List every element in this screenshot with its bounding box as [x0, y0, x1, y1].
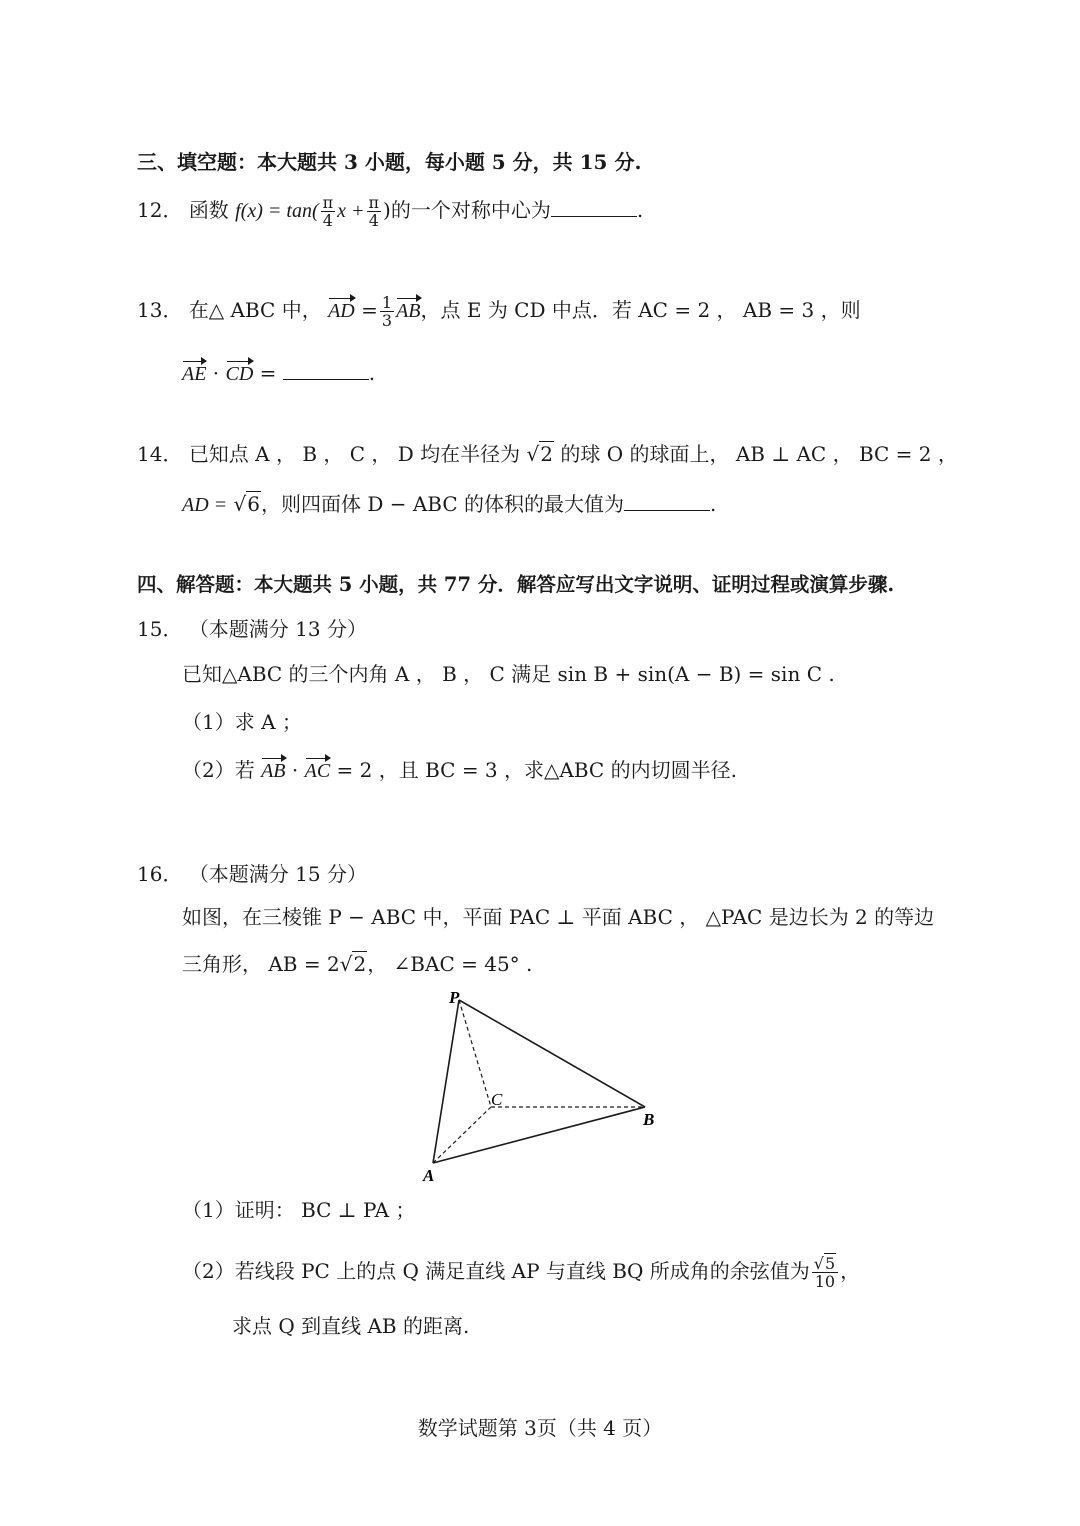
q16-sqrt-2: √2: [339, 952, 367, 976]
q13-vec-ab: AB: [396, 297, 420, 325]
q16-stem2-b: ， ∠BAC = 45° .: [367, 952, 533, 976]
q16-number: 16．: [137, 862, 183, 886]
page-footer: 数学试题第 3页（共 4 页）: [417, 1416, 663, 1440]
label-A: A: [423, 1166, 435, 1185]
tetrahedron-figure: [415, 985, 675, 1185]
edge-PB: [459, 1000, 645, 1107]
q16-stem2-a: 三角形， AB = 2: [182, 952, 340, 976]
q15-vec-ab: AB: [261, 757, 285, 785]
q13-answer-blank[interactable]: [283, 357, 369, 380]
q13-frac: $\frac{1}{3}$: [381, 293, 393, 330]
q16-part-2: [182, 1255, 860, 1290]
label-B: B: [643, 1110, 655, 1129]
q14-number: 14．: [137, 442, 183, 466]
edge-PA: [433, 1000, 459, 1163]
q12-close: ): [383, 198, 391, 222]
q14-text-b: 的球 O 的球面上， AB ⊥ AC ， BC = 2 ，: [560, 442, 958, 466]
q15-part2-a: （2）若: [182, 758, 255, 782]
edge-AB: [433, 1107, 645, 1163]
q16-frac-sqrt5-10: $\frac{√5}{10}$: [812, 1255, 838, 1290]
q13-end: .: [368, 361, 376, 385]
q13-vec-cd: CD: [226, 360, 254, 388]
q15-vec-ac: AC: [305, 757, 331, 785]
q14-sqrt-6: √6: [233, 492, 260, 516]
question-13: [137, 294, 861, 329]
q13-text-b: ，点 E 为 CD 中点．若 AC = 2 ， AB = 3 ，则: [420, 298, 861, 322]
q12-func: f(x) = tan(: [235, 200, 319, 222]
q14-text-c: ，则四面体 D − ABC 的体积的最大值为: [261, 492, 625, 516]
q12-text-a: 函数: [188, 198, 229, 222]
q13-text-a: 在△ ABC 中，: [188, 298, 322, 322]
q13-eq: =: [361, 298, 378, 322]
q13-number: 13．: [137, 298, 183, 322]
q14-end: .: [710, 492, 717, 516]
q12-answer-blank[interactable]: [551, 194, 637, 217]
question-14: [137, 440, 958, 468]
q14-answer-blank[interactable]: [624, 488, 710, 511]
q15-part-1: （1）求 A ；: [182, 710, 302, 734]
q13-dot: ·: [212, 361, 220, 385]
q16-part-1: （1）证明： BC ⊥ PA ；: [182, 1198, 416, 1222]
q16-part2-a: （2）若线段 PC 上的点 Q 满足直线 AP 与直线 BQ 所成角的余弦值为: [182, 1259, 810, 1283]
q12-text-b: 的一个对称中心为: [390, 198, 551, 222]
q16-score: （本题满分 15 分）: [188, 862, 367, 886]
q14-text-a: 已知点 A ， B ， C ， D 均在半径为: [188, 442, 521, 466]
question-14-line-2: [182, 488, 716, 519]
q15-part-2: [182, 756, 737, 785]
q14-sqrt-2: √2: [526, 442, 553, 466]
question-12: [137, 194, 643, 229]
q16-part2-b: ，: [840, 1259, 861, 1283]
q15-part2-b: = 2 ，且 BC = 3 ，求△ABC 的内切圆半径.: [336, 758, 737, 782]
q15-dot: ·: [291, 758, 299, 782]
q16-part-2-line-2: 求点 Q 到直线 AB 的距离.: [232, 1314, 470, 1338]
q15-number: 15．: [137, 617, 183, 641]
section-3-heading: 三、填空题：本大题共 3 小题，每小题 5 分，共 15 分.: [137, 150, 642, 174]
label-P: P: [449, 988, 460, 1007]
section-4-heading: 四、解答题：本大题共 5 小题，共 77 分．解答应写出文字说明、证明过程或演算步骤.: [137, 573, 895, 596]
q13-vec-ae: AE: [182, 360, 206, 388]
q16-stem-1: 如图，在三棱锥 P − ABC 中，平面 PAC ⊥ 平面 ABC ， △PAC 是边长为 2 的等边: [182, 905, 935, 929]
q12-x-plus: x +: [337, 200, 365, 222]
q14-ad-eq: AD =: [182, 494, 228, 516]
q13-eq2: =: [259, 361, 277, 385]
q15-score: （本题满分 13 分）: [188, 617, 367, 641]
label-C: C: [491, 1090, 503, 1109]
question-13-line-2: [182, 357, 375, 388]
q12-number: 12．: [137, 198, 183, 222]
q12-frac-2: $\frac{\pi}{4}$: [368, 193, 380, 230]
q15-stem: 已知△ABC 的三个内角 A ， B ， C 满足 sin B + sin(A − B) = sin C .: [182, 662, 835, 686]
q12-frac-1: $\frac{\pi}{4}$: [322, 193, 334, 230]
q12-end: .: [636, 198, 644, 222]
question-16: [137, 860, 367, 888]
q13-vec-ad: AD: [328, 297, 355, 325]
q16-stem-2: [182, 950, 532, 978]
question-15: [137, 615, 367, 643]
